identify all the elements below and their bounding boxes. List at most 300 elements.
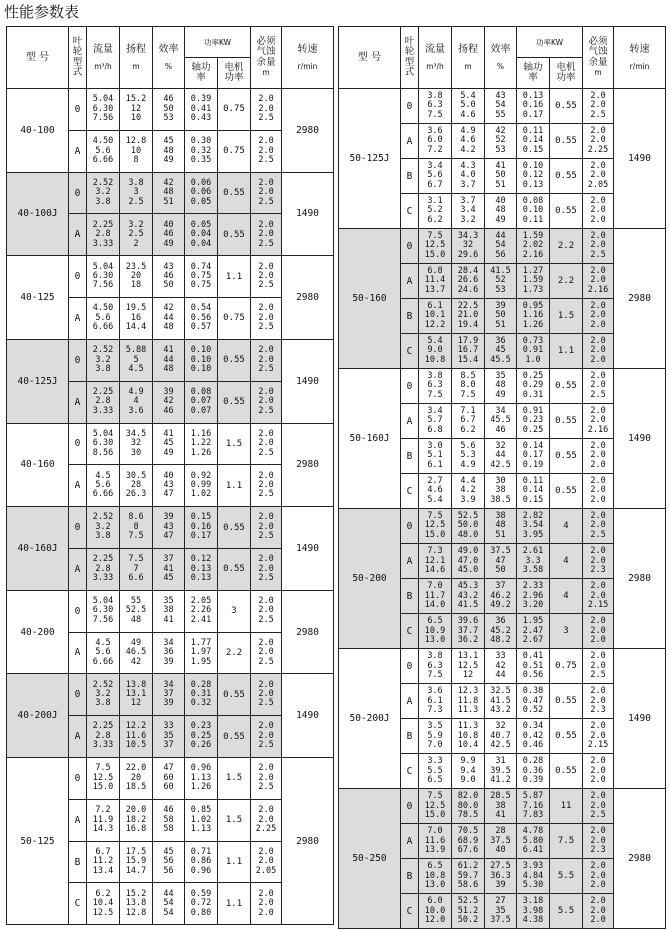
impeller-type-cell: A xyxy=(401,404,419,439)
table-row xyxy=(7,758,334,800)
table-row xyxy=(7,256,334,298)
head-cell: 4.9 4 3.6 xyxy=(120,381,153,423)
npsh-cell: 2.0 2.0 2.15 xyxy=(583,719,614,754)
flow-cell: 4.50 5.6 6.66 xyxy=(87,130,120,172)
flow-cell: 7.5 12.5 15.0 xyxy=(419,789,452,824)
efficiency-cell: 34 37 39 xyxy=(153,674,185,716)
shaft-power-cell: 0.85 1.02 1.13 xyxy=(185,799,218,841)
efficiency-cell: 45 56 56 xyxy=(153,841,185,883)
npsh-cell: 2.0 2.0 2.5 xyxy=(251,632,282,674)
head-cell: 13.8 13.1 12 xyxy=(120,674,153,716)
shaft-power-cell: 1.59 2.02 2.16 xyxy=(517,229,550,264)
table-row xyxy=(339,509,666,544)
impeller-type-cell: 0 xyxy=(69,423,87,465)
col-npsh-header-unit: m xyxy=(262,68,270,77)
head-cell: 22.5 21.0 19.4 xyxy=(452,299,485,334)
impeller-type-cell: C xyxy=(401,334,419,369)
shaft-power-cell: 2.82 3.54 3.95 xyxy=(517,509,550,544)
impeller-type-cell: 0 xyxy=(69,674,87,716)
efficiency-cell: 40 48 49 xyxy=(485,194,517,229)
impeller-type-cell: A xyxy=(69,799,87,841)
npsh-cell: 2.0 2.0 2.15 xyxy=(583,579,614,614)
flow-cell: 6.8 11.4 13.7 xyxy=(419,264,452,299)
shaft-power-cell: 2.05 2.26 2.41 xyxy=(185,590,218,632)
motor-power-cell: 2.2 xyxy=(550,229,583,264)
flow-cell: 2.52 3.2 3.8 xyxy=(87,674,120,716)
impeller-type-cell: 0 xyxy=(69,339,87,381)
shaft-power-cell: 0.15 0.16 0.17 xyxy=(185,507,218,549)
efficiency-cell: 37 46.2 49.2 xyxy=(485,579,517,614)
col-head-header-unit: m xyxy=(464,61,472,71)
npsh-cell: 2.0 2.0 2.25 xyxy=(583,124,614,159)
col-npsh-header xyxy=(583,27,614,89)
head-cell: 17.9 16.7 15.4 xyxy=(452,334,485,369)
impeller-type-cell: 0 xyxy=(401,649,419,684)
head-cell: 4.3 4.0 3.7 xyxy=(452,159,485,194)
impeller-type-cell: A xyxy=(69,716,87,758)
head-cell: 5.4 5.0 4.6 xyxy=(452,89,485,124)
shaft-power-cell: 0.71 0.86 0.96 xyxy=(185,841,218,883)
speed-cell: 1490 xyxy=(282,507,334,591)
shaft-power-cell: 0.74 0.75 0.75 xyxy=(185,256,218,298)
flow-cell: 6.5 10.8 13.0 xyxy=(419,859,452,894)
flow-cell: 5.04 6.30 7.56 xyxy=(87,590,120,632)
flow-cell: 3.6 6.1 7.3 xyxy=(419,684,452,719)
impeller-type-cell: A xyxy=(69,130,87,172)
npsh-cell: 2.0 2.0 2.5 xyxy=(251,339,282,381)
flow-cell: 7.0 11.6 13.9 xyxy=(419,824,452,859)
motor-power-cell: 0.55 xyxy=(218,381,251,423)
col-head-header-unit: m xyxy=(132,61,140,71)
efficiency-cell: 33 35 37 xyxy=(153,716,185,758)
motor-power-cell: 7.5 xyxy=(550,824,583,859)
npsh-cell: 2.0 2.0 2.5 xyxy=(251,674,282,716)
motor-power-cell: 1.1 xyxy=(218,465,251,507)
head-cell: 19.5 16 14.4 xyxy=(120,298,153,340)
head-cell: 7.5 7 6.6 xyxy=(120,548,153,590)
shaft-power-cell: 4.78 5.80 6.41 xyxy=(517,824,550,859)
impeller-type-cell: 0 xyxy=(401,789,419,824)
col-speed-header xyxy=(282,27,334,89)
col-flow-header-unit: m³/h xyxy=(426,61,444,71)
col-speed-header xyxy=(614,27,666,89)
col-npsh-header-unit: m xyxy=(594,68,602,77)
flow-cell: 2.25 2.8 3.33 xyxy=(87,381,120,423)
performance-table-left xyxy=(6,26,334,925)
motor-power-cell: 1.5 xyxy=(218,423,251,465)
impeller-type-cell: 0 xyxy=(69,89,87,131)
head-cell: 15.2 13.8 12.8 xyxy=(120,883,153,925)
efficiency-cell: 41 45 49 xyxy=(153,423,185,465)
speed-cell: 2980 xyxy=(614,789,666,929)
table-row xyxy=(7,89,334,131)
motor-power-cell: 1.5 xyxy=(550,299,583,334)
head-cell: 4.9 4.6 4.2 xyxy=(452,124,485,159)
motor-power-cell: 4 xyxy=(550,509,583,544)
efficiency-cell: 41 50 51 xyxy=(485,159,517,194)
impeller-type-cell: 0 xyxy=(69,590,87,632)
shaft-power-cell: 0.13 0.16 0.17 xyxy=(517,89,550,124)
head-cell: 22.0 20 18.5 xyxy=(120,758,153,800)
table-row xyxy=(7,172,334,214)
flow-cell: 3.0 5.1 6.1 xyxy=(419,439,452,474)
speed-cell: 2980 xyxy=(282,256,334,340)
npsh-cell: 2.0 2.0 2.5 xyxy=(251,507,282,549)
table-row xyxy=(7,423,334,465)
head-cell: 49 46.5 42 xyxy=(120,632,153,674)
model-cell: 50-200J xyxy=(339,649,401,789)
col-head-header-label: 扬程 xyxy=(126,43,146,55)
impeller-type-cell: C xyxy=(401,474,419,509)
head-cell: 3.8 3 2.5 xyxy=(120,172,153,214)
flow-cell: 2.52 3.2 3.8 xyxy=(87,507,120,549)
head-cell: 30.5 28 26.3 xyxy=(120,465,153,507)
shaft-power-cell: 0.12 0.13 0.13 xyxy=(185,548,218,590)
motor-power-cell: 5.5 xyxy=(550,894,583,929)
head-cell: 49.0 47.0 45.0 xyxy=(452,544,485,579)
npsh-cell: 2.0 2.0 2.0 xyxy=(583,859,614,894)
performance-table-right xyxy=(338,26,666,929)
shaft-power-cell: 0.14 0.17 0.19 xyxy=(517,439,550,474)
col-efficiency-header-unit: % xyxy=(496,61,505,71)
model-cell: 50-160J xyxy=(339,369,401,509)
model-cell: 50-250 xyxy=(339,789,401,929)
npsh-cell: 2.0 2.0 2.3 xyxy=(583,544,614,579)
motor-power-cell: 1.5 xyxy=(218,799,251,841)
flow-cell: 6.7 11.2 13.4 xyxy=(87,841,120,883)
flow-cell: 6.5 10.9 13.0 xyxy=(419,614,452,649)
head-cell: 12.8 10 8 xyxy=(120,130,153,172)
npsh-cell: 2.0 2.0 2.5 xyxy=(251,214,282,256)
motor-power-cell: 0.55 xyxy=(218,214,251,256)
npsh-cell: 2.0 2.0 2.5 xyxy=(583,649,614,684)
efficiency-cell: 32 44 42.5 xyxy=(485,439,517,474)
shaft-power-cell: 0.08 0.07 0.07 xyxy=(185,381,218,423)
table-row xyxy=(7,339,334,381)
head-cell: 5.6 5.3 4.9 xyxy=(452,439,485,474)
model-cell: 40-200J xyxy=(7,674,69,758)
efficiency-cell: 37.5 47 50 xyxy=(485,544,517,579)
efficiency-cell: 30 38 38.5 xyxy=(485,474,517,509)
npsh-cell: 2.0 2.0 2.5 xyxy=(251,758,282,800)
efficiency-cell: 47 60 60 xyxy=(153,758,185,800)
shaft-power-cell: 0.92 0.99 1.02 xyxy=(185,465,218,507)
efficiency-cell: 27.5 36.3 39 xyxy=(485,859,517,894)
impeller-type-cell: B xyxy=(401,299,419,334)
npsh-cell: 2.0 2.0 2.0 xyxy=(583,194,614,229)
flow-cell: 3.4 5.6 6.7 xyxy=(419,159,452,194)
table-row xyxy=(339,789,666,824)
flow-cell: 7.0 11.7 14.0 xyxy=(419,579,452,614)
motor-power-cell: 0.55 xyxy=(218,507,251,549)
motor-power-cell: 0.55 xyxy=(550,194,583,229)
shaft-power-cell: 0.25 0.29 0.31 xyxy=(517,369,550,404)
head-cell: 28.4 26.6 24.6 xyxy=(452,264,485,299)
page-title: 性能参数表 xyxy=(4,3,80,21)
motor-power-cell: 0.55 xyxy=(550,404,583,439)
efficiency-cell: 31 39.5 41.2 xyxy=(485,754,517,789)
efficiency-cell: 44 54 54 xyxy=(153,883,185,925)
col-speed-header-label: 转速 xyxy=(629,43,650,55)
head-cell: 13.1 12.5 12 xyxy=(452,649,485,684)
flow-cell: 6.1 10.1 12.2 xyxy=(419,299,452,334)
motor-power-cell: 0.75 xyxy=(218,298,251,340)
col-power-header: 功率KW xyxy=(185,27,251,58)
motor-power-cell: 1.1 xyxy=(218,841,251,883)
flow-cell: 2.52 3.2 3.8 xyxy=(87,339,120,381)
impeller-type-cell: A xyxy=(69,632,87,674)
impeller-type-cell: A xyxy=(401,264,419,299)
impeller-type-cell: A xyxy=(401,124,419,159)
npsh-cell: 2.0 2.0 2.5 xyxy=(251,548,282,590)
flow-cell: 4.5 5.6 6.66 xyxy=(87,465,120,507)
model-cell: 40-100J xyxy=(7,172,69,256)
efficiency-cell: 46 58 58 xyxy=(153,799,185,841)
npsh-cell: 2.0 2.0 2.0 xyxy=(583,334,614,369)
shaft-power-cell: 1.95 2.47 2.67 xyxy=(517,614,550,649)
flow-cell: 7.3 12.1 14.6 xyxy=(419,544,452,579)
motor-power-cell: 2.2 xyxy=(218,632,251,674)
efficiency-cell: 45 48 49 xyxy=(153,130,185,172)
speed-cell: 1490 xyxy=(282,674,334,758)
shaft-power-cell: 0.73 0.91 1.0 xyxy=(517,334,550,369)
efficiency-cell: 33 42 44 xyxy=(485,649,517,684)
motor-power-cell: 0.55 xyxy=(550,719,583,754)
motor-power-cell: 0.75 xyxy=(218,130,251,172)
npsh-cell: 2.0 2.0 2.05 xyxy=(583,159,614,194)
flow-cell: 3.3 5.5 6.5 xyxy=(419,754,452,789)
head-cell: 8.6 8 7.5 xyxy=(120,507,153,549)
head-cell: 23.5 20 18 xyxy=(120,256,153,298)
flow-cell: 3.4 5.7 6.8 xyxy=(419,404,452,439)
shaft-power-cell: 0.10 0.12 0.13 xyxy=(517,159,550,194)
impeller-type-cell: C xyxy=(401,754,419,789)
npsh-cell: 2.0 2.0 2.0 xyxy=(583,439,614,474)
col-impeller-header: 叶轮型式 xyxy=(401,27,419,89)
shaft-power-cell: 5.87 7.16 7.83 xyxy=(517,789,550,824)
impeller-type-cell: 0 xyxy=(401,89,419,124)
efficiency-cell: 35 38 41 xyxy=(153,590,185,632)
efficiency-cell: 42 44 48 xyxy=(153,298,185,340)
flow-cell: 6.2 10.4 12.5 xyxy=(87,883,120,925)
shaft-power-cell: 0.11 0.14 0.15 xyxy=(517,474,550,509)
motor-power-cell: 4 xyxy=(550,544,583,579)
motor-power-cell: 1.1 xyxy=(550,334,583,369)
impeller-type-cell: 0 xyxy=(69,256,87,298)
model-cell: 50-125 xyxy=(7,758,69,925)
head-cell: 7.1 6.7 6.2 xyxy=(452,404,485,439)
speed-cell: 1490 xyxy=(282,339,334,423)
efficiency-cell: 43 46 50 xyxy=(153,256,185,298)
model-cell: 40-100 xyxy=(7,89,69,173)
motor-power-cell: 5.5 xyxy=(550,859,583,894)
model-cell: 40-125 xyxy=(7,256,69,340)
npsh-cell: 2.0 2.0 2.5 xyxy=(251,130,282,172)
impeller-type-cell: 0 xyxy=(69,758,87,800)
col-motor-power-header: 电机功率 xyxy=(550,58,583,89)
speed-cell: 1490 xyxy=(282,172,334,256)
efficiency-cell: 32.5 41.5 43.2 xyxy=(485,684,517,719)
col-power-header: 功率KW xyxy=(517,27,583,58)
efficiency-cell: 39 42 46 xyxy=(153,381,185,423)
model-cell: 50-160 xyxy=(339,229,401,369)
impeller-type-cell: A xyxy=(69,214,87,256)
head-cell: 3.7 3.4 3.2 xyxy=(452,194,485,229)
flow-cell: 2.7 4.6 5.4 xyxy=(419,474,452,509)
motor-power-cell: 0.55 xyxy=(218,172,251,214)
speed-cell: 2980 xyxy=(614,229,666,369)
table-row xyxy=(339,229,666,264)
table-row xyxy=(7,590,334,632)
col-flow-header-unit: m³/h xyxy=(94,61,112,71)
shaft-power-cell: 0.59 0.72 0.80 xyxy=(185,883,218,925)
head-cell: 3.2 2.5 2 xyxy=(120,214,153,256)
model-cell: 40-200 xyxy=(7,590,69,674)
head-cell: 9.9 9.4 9.0 xyxy=(452,754,485,789)
efficiency-cell: 41 44 48 xyxy=(153,339,185,381)
flow-cell: 5.04 6.30 7.56 xyxy=(87,89,120,131)
efficiency-cell: 46 50 53 xyxy=(153,89,185,131)
npsh-cell: 2.0 2.0 2.0 xyxy=(583,614,614,649)
speed-cell: 1490 xyxy=(614,369,666,509)
model-cell: 50-125J xyxy=(339,89,401,229)
impeller-type-cell: C xyxy=(401,614,419,649)
speed-cell: 2980 xyxy=(282,423,334,507)
col-shaft-power-header: 轴功率 xyxy=(517,58,550,89)
head-cell: 4.4 4.2 3.9 xyxy=(452,474,485,509)
impeller-type-cell: B xyxy=(401,719,419,754)
table-row xyxy=(339,649,666,684)
motor-power-cell: 2.2 xyxy=(550,264,583,299)
npsh-cell: 2.0 2.0 2.5 xyxy=(251,89,282,131)
impeller-type-cell: C xyxy=(401,194,419,229)
efficiency-cell: 32 40.7 42.5 xyxy=(485,719,517,754)
impeller-type-cell: B xyxy=(69,841,87,883)
efficiency-cell: 34 45.5 46 xyxy=(485,404,517,439)
head-cell: 8.5 8.0 7.5 xyxy=(452,369,485,404)
speed-cell: 1490 xyxy=(614,89,666,229)
flow-cell: 7.5 12.5 15.0 xyxy=(87,758,120,800)
npsh-cell: 2.0 2.0 2.5 xyxy=(583,369,614,404)
motor-power-cell: 0.55 xyxy=(550,474,583,509)
flow-cell: 3.8 6.3 7.5 xyxy=(419,649,452,684)
flow-cell: 5.04 6.30 8.56 xyxy=(87,423,120,465)
shaft-power-cell: 0.38 0.47 0.52 xyxy=(517,684,550,719)
flow-cell: 7.5 12.5 15.0 xyxy=(419,229,452,264)
motor-power-cell: 0.55 xyxy=(218,548,251,590)
impeller-type-cell: 0 xyxy=(69,507,87,549)
col-npsh-header-label: 必须气蚀余量 xyxy=(256,35,276,68)
col-head-header xyxy=(120,27,153,89)
motor-power-cell: 1.5 xyxy=(218,758,251,800)
npsh-cell: 2.0 2.0 2.5 xyxy=(251,381,282,423)
motor-power-cell: 0.55 xyxy=(218,674,251,716)
speed-cell: 2980 xyxy=(614,509,666,649)
shaft-power-cell: 0.06 0.06 0.05 xyxy=(185,172,218,214)
head-cell: 17.5 15.9 14.7 xyxy=(120,841,153,883)
table-row xyxy=(339,369,666,404)
shaft-power-cell: 0.28 0.31 0.32 xyxy=(185,674,218,716)
col-efficiency-header xyxy=(153,27,185,89)
shaft-power-cell: 0.54 0.56 0.57 xyxy=(185,298,218,340)
impeller-type-cell: A xyxy=(69,298,87,340)
impeller-type-cell: A xyxy=(401,824,419,859)
flow-cell: 4.50 5.6 6.66 xyxy=(87,298,120,340)
col-npsh-header xyxy=(251,27,282,89)
efficiency-cell: 39 50 51 xyxy=(485,299,517,334)
shaft-power-cell: 0.91 0.23 0.25 xyxy=(517,404,550,439)
flow-cell: 2.25 2.8 3.33 xyxy=(87,548,120,590)
efficiency-cell: 27 35 37.5 xyxy=(485,894,517,929)
shaft-power-cell: 0.05 0.04 0.04 xyxy=(185,214,218,256)
impeller-type-cell: A xyxy=(401,544,419,579)
shaft-power-cell: 0.95 1.16 1.26 xyxy=(517,299,550,334)
table-row xyxy=(339,89,666,124)
flow-cell: 2.25 2.8 3.33 xyxy=(87,716,120,758)
motor-power-cell: 0.55 xyxy=(550,89,583,124)
npsh-cell: 2.0 2.0 2.16 xyxy=(583,404,614,439)
head-cell: 11.3 10.8 10.4 xyxy=(452,719,485,754)
speed-cell: 2980 xyxy=(282,758,334,925)
motor-power-cell: 0.55 xyxy=(550,754,583,789)
head-cell: 34.3 32 29.6 xyxy=(452,229,485,264)
head-cell: 20.0 18.2 16.8 xyxy=(120,799,153,841)
col-motor-power-header: 电机功率 xyxy=(218,58,251,89)
head-cell: 55 52.5 48 xyxy=(120,590,153,632)
col-head-header xyxy=(452,27,485,89)
head-cell: 61.2 59.7 58.6 xyxy=(452,859,485,894)
shaft-power-cell: 0.28 0.36 0.39 xyxy=(517,754,550,789)
impeller-type-cell: A xyxy=(401,684,419,719)
col-speed-header-unit: r/min xyxy=(629,61,650,71)
shaft-power-cell: 0.41 0.51 0.56 xyxy=(517,649,550,684)
head-cell: 82.0 80.0 78.5 xyxy=(452,789,485,824)
impeller-type-cell: A xyxy=(69,465,87,507)
impeller-type-cell: 0 xyxy=(401,229,419,264)
motor-power-cell: 0.55 xyxy=(218,339,251,381)
shaft-power-cell: 1.27 1.59 1.73 xyxy=(517,264,550,299)
efficiency-cell: 43 54 55 xyxy=(485,89,517,124)
npsh-cell: 2.0 2.0 2.0 xyxy=(583,754,614,789)
head-cell: 15.2 12 10 xyxy=(120,89,153,131)
flow-cell: 5.04 6.30 7.56 xyxy=(87,256,120,298)
efficiency-cell: 28.5 38 41 xyxy=(485,789,517,824)
npsh-cell: 2.0 2.0 2.5 xyxy=(251,423,282,465)
impeller-type-cell: B xyxy=(401,439,419,474)
flow-cell: 5.4 9.0 10.8 xyxy=(419,334,452,369)
col-head-header-label: 扬程 xyxy=(458,43,478,55)
col-flow-header xyxy=(419,27,452,89)
col-flow-header-label: 流量 xyxy=(425,43,445,55)
impeller-type-cell: C xyxy=(401,894,419,929)
col-model-header: 型 号 xyxy=(339,27,401,89)
col-speed-header-label: 转速 xyxy=(297,43,318,55)
col-speed-header-unit: r/min xyxy=(297,61,318,71)
flow-cell: 3.5 5.9 7.0 xyxy=(419,719,452,754)
head-cell: 70.5 68.9 67.6 xyxy=(452,824,485,859)
speed-cell: 2980 xyxy=(282,89,334,173)
flow-cell: 3.1 5.2 6.2 xyxy=(419,194,452,229)
efficiency-cell: 44 54 56 xyxy=(485,229,517,264)
table-row xyxy=(7,507,334,549)
motor-power-cell: 3 xyxy=(550,614,583,649)
impeller-type-cell: 0 xyxy=(401,369,419,404)
model-cell: 40-125J xyxy=(7,339,69,423)
efficiency-cell: 36 45 45.5 xyxy=(485,334,517,369)
efficiency-cell: 34 36 39 xyxy=(153,632,185,674)
impeller-type-cell: C xyxy=(69,883,87,925)
efficiency-cell: 35 48 49 xyxy=(485,369,517,404)
